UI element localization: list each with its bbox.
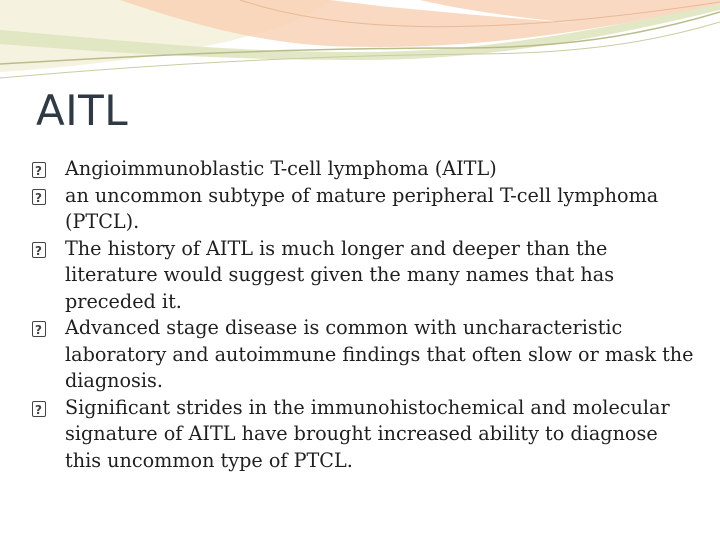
missing-glyph-bullet-icon [32,162,46,178]
missing-glyph-bullet-icon [32,401,46,417]
bullet-text: Advanced stage disease is common with uncharacteristic laboratory and autoimmune findings that often slow or mask the diagnosis. [65,316,694,392]
bullet-text: The history of AITL is much longer and deeper than the literature would suggest given the many names that has preceded it. [65,236,615,313]
bullet-list [28,156,696,474]
bullet-text: Significant strides in the immunohistochemical and molecular signature of AITL have brought increased ability to diagnose this uncommon type of PTCL. [65,395,670,472]
bullet-text: an uncommon subtype of mature peripheral T-cell lymphoma (PTCL). [65,183,659,233]
bullet-item [28,236,696,316]
missing-glyph-bullet-icon [32,189,46,205]
bullet-text: Angioimmunoblastic T-cell lymphoma (AITL) [65,157,497,180]
bullet-item [28,156,696,183]
slide-title: AITL [36,86,129,135]
bullet-item [28,183,696,236]
bullet-item [28,315,696,395]
header-wave-decoration [0,0,720,90]
bullet-item [28,395,696,475]
missing-glyph-bullet-icon [32,321,46,337]
missing-glyph-bullet-icon [32,242,46,258]
